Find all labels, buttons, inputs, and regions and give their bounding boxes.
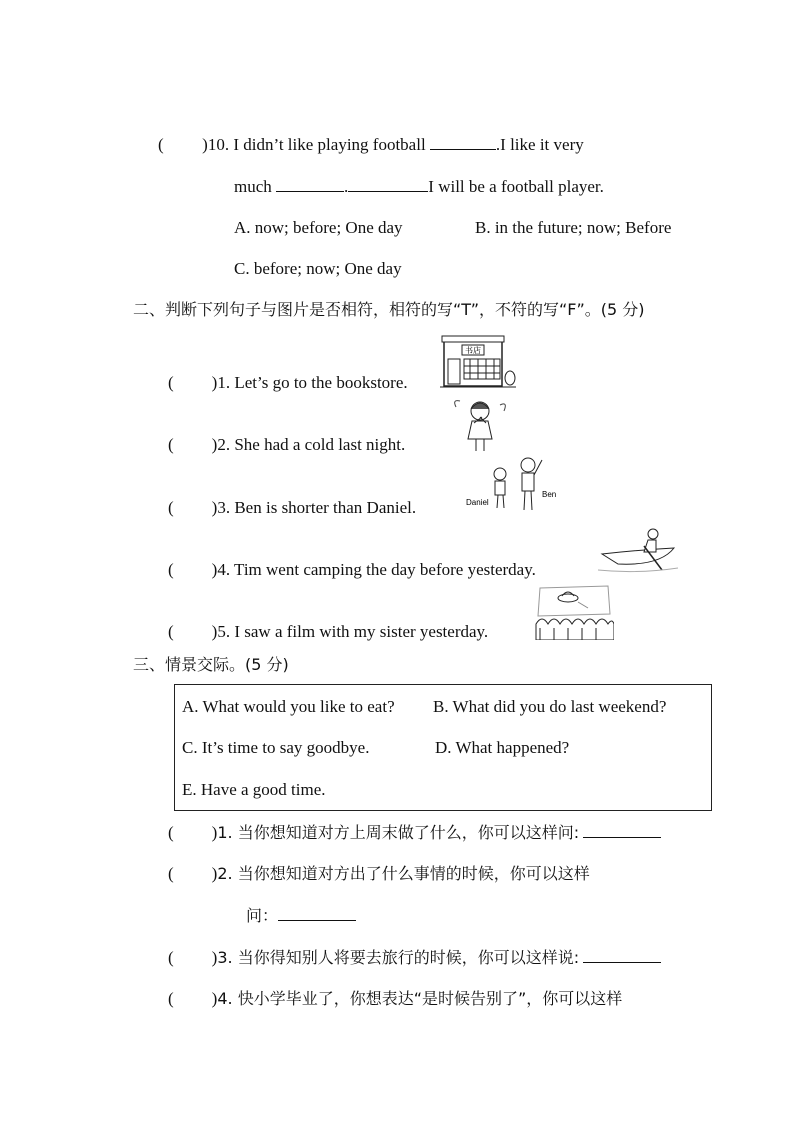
fill-blank[interactable]	[430, 134, 496, 150]
answer-paren-close: )	[211, 435, 218, 454]
option-a: A. What would you like to eat?	[182, 697, 395, 716]
answer-paren-open: (	[168, 560, 174, 579]
section2-heading: 二、判断下列句子与图片是否相符，相符的写“T”，不符的写“F”。(5 分)	[133, 300, 645, 319]
s3-item-2-cont	[246, 905, 356, 926]
s2-item-2	[168, 435, 405, 455]
bookstore-picture	[440, 332, 516, 390]
answer-paren-close: )	[211, 560, 218, 579]
fill-blank[interactable]	[348, 176, 428, 192]
daniel-ben-picture	[464, 456, 560, 514]
fill-blank[interactable]	[276, 176, 344, 192]
s3-item-2-ask: 问：	[246, 906, 279, 925]
s2-item-text: 1. Let’s go to the bookstore.	[217, 373, 408, 392]
q10-option-a: A. now; before; One day	[234, 218, 403, 237]
option-b: B. What did you do last weekend?	[433, 697, 667, 716]
answer-paren-open: (	[168, 823, 174, 842]
bookstore-sign: 书店	[465, 346, 481, 355]
fill-blank[interactable]	[278, 905, 356, 921]
fill-blank[interactable]	[583, 822, 661, 838]
answer-paren-open: (	[168, 373, 174, 392]
answer-paren-close: )	[211, 373, 218, 392]
s3-item-2	[168, 864, 590, 884]
boating-picture	[598, 518, 678, 576]
answer-paren-close: )	[211, 622, 218, 641]
q10-option-c: C. before; now; One day	[234, 259, 402, 278]
s3-item-text: 4. 快小学毕业了，你想表达“是时候告别了”，你可以这样	[217, 989, 623, 1008]
q10-text-part2: .I like it very	[495, 135, 584, 154]
option-e: E. Have a good time.	[182, 780, 326, 799]
s2-item-1	[168, 373, 408, 393]
s2-item-4	[168, 560, 536, 580]
q10-text-part3: I will be a football player.	[428, 177, 604, 196]
s3-item-3	[168, 947, 661, 968]
answer-paren-open: (	[168, 435, 174, 454]
girl-sick-picture	[438, 395, 522, 453]
s3-item-4	[168, 989, 622, 1009]
s2-item-5	[168, 622, 488, 642]
s2-item-text: 2. She had a cold last night.	[217, 435, 406, 454]
s2-item-3	[168, 498, 416, 518]
q10-text-dot: .	[344, 177, 349, 196]
answer-paren-close: )	[211, 498, 218, 517]
answer-paren-close: )	[211, 864, 218, 883]
s2-item-text: 4. Tim went camping the day before yesterday.	[217, 560, 536, 579]
label-ben: Ben	[542, 490, 557, 499]
q10-line-1	[158, 134, 584, 155]
fill-blank[interactable]	[583, 947, 661, 963]
option-d: D. What happened?	[435, 738, 570, 757]
answer-paren-open: (	[168, 498, 174, 517]
s2-item-text: 5. I saw a film with my sister yesterday.	[217, 622, 489, 641]
s3-item-text: 1. 当你想知道对方上周末做了什么，你可以这样问:	[217, 823, 580, 842]
s3-item-text: 2. 当你想知道对方出了什么事情的时候，你可以这样	[217, 864, 590, 883]
answer-paren-open: (	[158, 135, 164, 154]
answer-paren-close: )	[211, 989, 218, 1008]
answer-paren-close: )	[202, 135, 208, 154]
section3-heading: 三、情景交际。(5 分)	[133, 655, 289, 674]
q10-text-part1: 10. I didn’t like playing football	[207, 135, 426, 154]
q10-text-much: much	[234, 177, 272, 196]
label-daniel: Daniel	[466, 498, 489, 507]
answer-paren-open: (	[168, 948, 174, 967]
cinema-picture	[534, 584, 614, 640]
s3-item-text: 3. 当你得知别人将要去旅行的时候，你可以这样说:	[217, 948, 580, 967]
option-c: C. It’s time to say goodbye.	[182, 738, 370, 757]
answer-paren-close: )	[211, 948, 218, 967]
answer-paren-open: (	[168, 622, 174, 641]
answer-paren-close: )	[211, 823, 218, 842]
s2-item-text: 3. Ben is shorter than Daniel.	[217, 498, 417, 517]
q10-line-2	[234, 176, 604, 197]
s3-item-1	[168, 822, 661, 843]
q10-option-b: B. in the future; now; Before	[475, 218, 672, 237]
answer-paren-open: (	[168, 989, 174, 1008]
answer-paren-open: (	[168, 864, 174, 883]
